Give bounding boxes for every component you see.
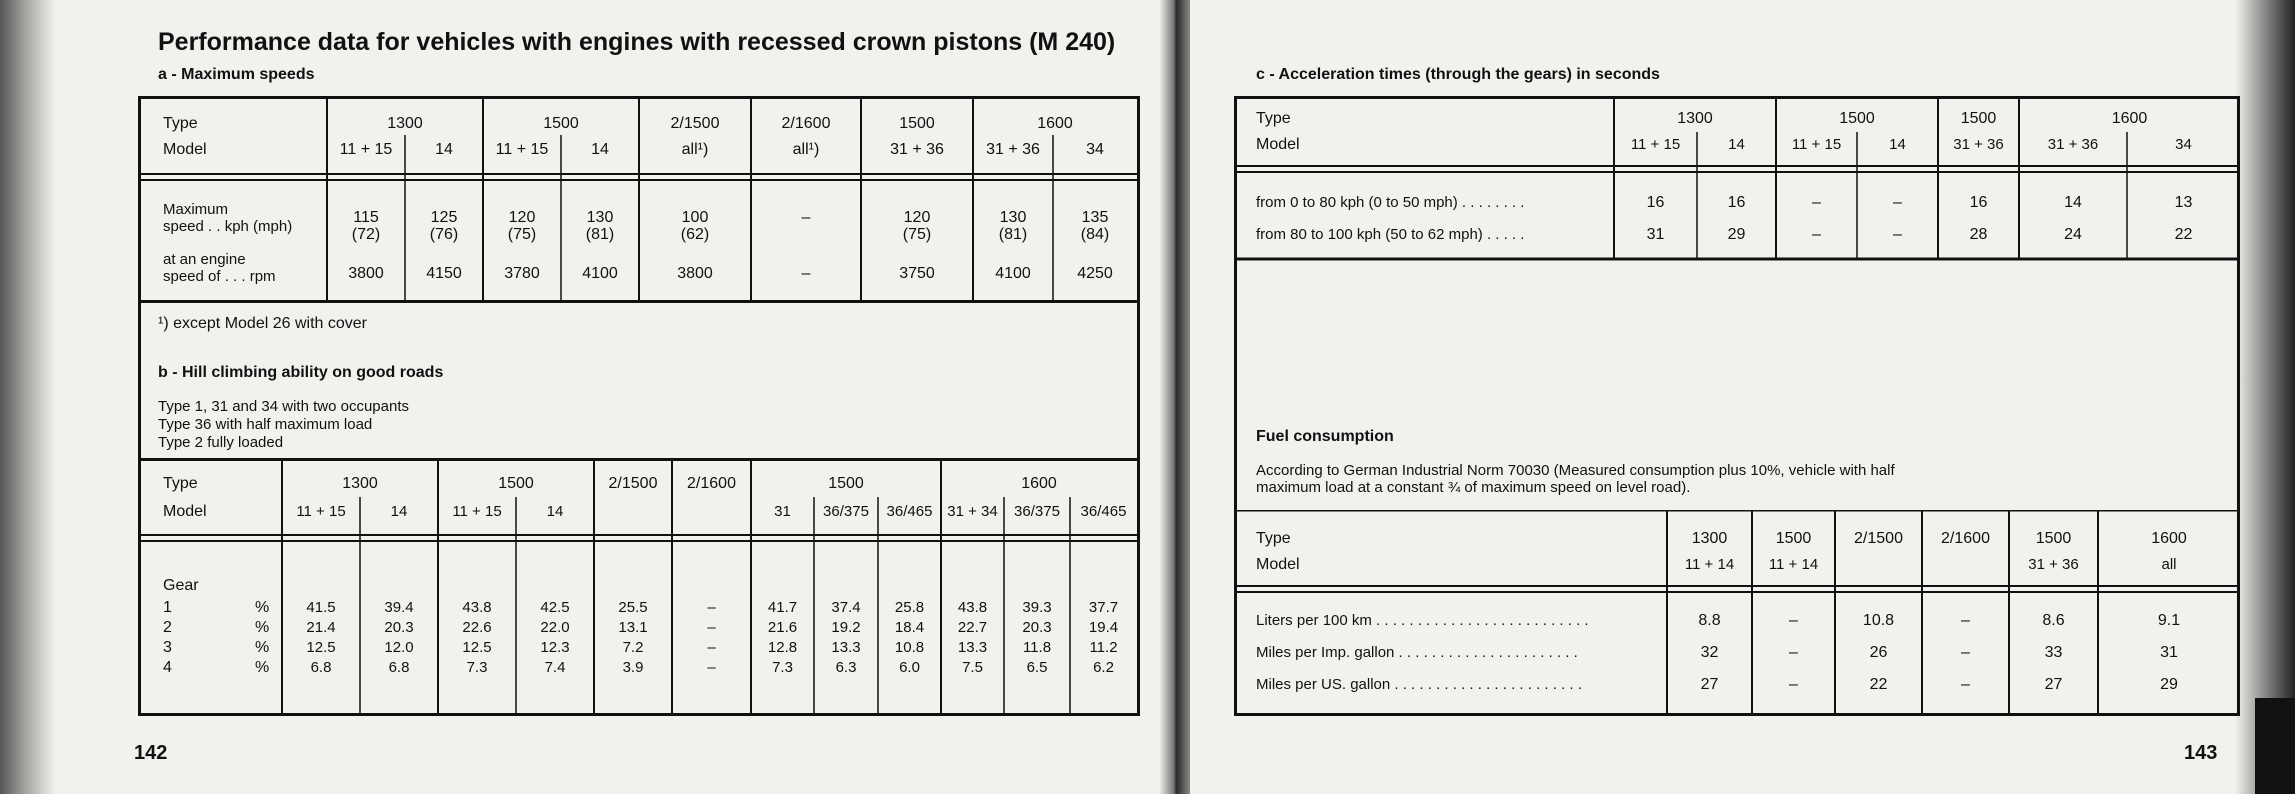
section-b-heading: b - Hill climbing ability on good roads xyxy=(158,364,444,381)
gradient-cell: 7.2 xyxy=(622,639,644,656)
fuel-heading: Fuel consumption xyxy=(1256,428,1394,445)
kph-cell: 130 xyxy=(999,209,1027,226)
gear-number: 3 xyxy=(163,639,172,656)
model-label: Model xyxy=(1256,556,1300,573)
gradient-cell: – xyxy=(707,639,716,656)
accel-cell: 13 xyxy=(2174,194,2193,211)
accel-cell: 24 xyxy=(2064,226,2082,243)
gear-number: 1 xyxy=(163,599,172,616)
fuel-cell: 8.6 xyxy=(2042,612,2065,629)
model-label: Model xyxy=(163,141,207,158)
model: 31 + 36 xyxy=(1953,136,2004,153)
accel-row-label: from 0 to 80 kph (0 to 50 mph) . . . . . . . . xyxy=(1256,194,1525,211)
model: 31 + 34 xyxy=(947,503,998,520)
mph-cell: (75) xyxy=(507,226,537,243)
accel-cell: 16 xyxy=(1727,194,1746,211)
fuel-cell: 33 xyxy=(2044,644,2063,661)
gradient-cell: 7.3 xyxy=(772,659,793,676)
model: 14 xyxy=(546,503,564,520)
gradient-cell: 13.3 xyxy=(957,639,988,656)
gear-number: 4 xyxy=(163,659,172,676)
section-c-heading: c - Acceleration times (through the gears) in seconds xyxy=(1256,66,1660,83)
accel-cell: – xyxy=(1893,194,1902,211)
fuel-model: 11 + 14 xyxy=(1768,556,1819,573)
hill-note-1: Type 1, 31 and 34 with two occupants xyxy=(158,398,409,415)
fuel-note-1: According to German Industrial Norm 70030 (Measured consumption plus 10%, vehicle with half xyxy=(1256,462,1895,479)
gradient-cell: 12.5 xyxy=(462,639,492,656)
accel-cell: 28 xyxy=(1969,226,1988,243)
fuel-type: 1300 xyxy=(1691,530,1728,547)
rpm-cell: 3800 xyxy=(348,265,384,282)
gradient-cell: 6.8 xyxy=(310,659,332,676)
mph-cell: (84) xyxy=(1080,226,1110,243)
model: 14 xyxy=(435,141,453,158)
kph-cell: – xyxy=(801,209,811,226)
type-label: Type xyxy=(163,115,198,132)
gradient-cell: 12.5 xyxy=(306,639,336,656)
gradient-cell: 3.9 xyxy=(622,659,644,676)
model: 14 xyxy=(1889,136,1906,153)
type-1600: 1600 xyxy=(1037,115,1073,132)
page-number: 143 xyxy=(2184,742,2218,764)
gradient-cell: 6.8 xyxy=(388,659,410,676)
gradient-cell: 25.8 xyxy=(894,599,925,616)
gradient-cell: 10.8 xyxy=(894,639,925,656)
section-a-heading: a - Maximum speeds xyxy=(158,66,315,83)
gradient-cell: 41.5 xyxy=(306,599,336,616)
fuel-type: 2/1500 xyxy=(1854,530,1903,547)
kph-cell: 115 xyxy=(353,209,379,226)
model: 11 + 15 xyxy=(1791,136,1842,153)
fuel-row-label: Liters per 100 km . . . . . . . . . . . . . . . . . . . . . . . . . . xyxy=(1256,612,1589,629)
fuel-cell: – xyxy=(1961,612,1970,629)
model-label: Model xyxy=(163,503,207,520)
hill-note-3: Type 2 fully loaded xyxy=(158,434,284,451)
kph-cell: 125 xyxy=(430,209,458,226)
page-number: 142 xyxy=(134,742,168,764)
type-label: Type xyxy=(163,475,198,492)
page-edge-shadow xyxy=(2235,0,2295,794)
mph-cell: (81) xyxy=(998,226,1028,243)
gradient-cell: 12.0 xyxy=(384,639,414,656)
gradient-cell: 22.6 xyxy=(462,619,492,636)
accel-cell: 16 xyxy=(1646,194,1665,211)
type-1300: 1300 xyxy=(1677,110,1713,127)
type-1500: 1500 xyxy=(498,475,534,492)
gradient-cell: – xyxy=(707,599,716,616)
fuel-cell: 31 xyxy=(2160,644,2178,661)
model: 31 + 36 xyxy=(890,141,944,158)
fuel-type: 2/1600 xyxy=(1941,530,1990,547)
fuel-cell: 22 xyxy=(1869,676,1888,693)
right-page xyxy=(1190,0,2295,794)
model: 14 xyxy=(1728,136,1745,153)
accel-cell: 16 xyxy=(1969,194,1988,211)
type-1500b: 1500 xyxy=(828,475,864,492)
rpm-label-2: speed of . . . rpm xyxy=(163,268,276,285)
gradient-cell: 21.6 xyxy=(767,619,798,636)
type-label: Type xyxy=(1256,110,1291,127)
fuel-cell: 9.1 xyxy=(2157,612,2181,629)
gradient-cell: 37.7 xyxy=(1088,599,1119,616)
fuel-model: 11 + 14 xyxy=(1684,556,1735,573)
rpm-cell: 4250 xyxy=(1077,265,1113,282)
gradient-cell: 7.3 xyxy=(466,659,488,676)
type-2-1500: 2/1500 xyxy=(670,115,720,132)
fuel-model: all xyxy=(2161,556,2177,573)
model: 14 xyxy=(390,503,408,520)
accel-row-label: from 80 to 100 kph (50 to 62 mph) . . . . . xyxy=(1256,226,1525,243)
type-label: Type xyxy=(1256,530,1291,547)
footnote: ¹) except Model 26 with cover xyxy=(158,315,367,332)
kph-cell: 100 xyxy=(681,209,709,226)
gradient-cell: 6.0 xyxy=(899,659,920,676)
rpm-cell: 4100 xyxy=(582,265,618,282)
fuel-cell: 10.8 xyxy=(1862,612,1895,629)
model: all¹) xyxy=(792,141,820,158)
model: 36/375 xyxy=(1014,503,1060,520)
gradient-cell: 39.4 xyxy=(384,599,414,616)
accel-cell: – xyxy=(1812,194,1821,211)
speed-label-1: Maximum xyxy=(163,201,229,218)
gear-number: 2 xyxy=(163,619,172,636)
model: 11 + 15 xyxy=(296,503,346,520)
fuel-type: 1500 xyxy=(2035,530,2072,547)
type-2-1600: 2/1600 xyxy=(781,115,831,132)
gradient-cell: 37.4 xyxy=(831,599,861,616)
gradient-cell: 21.4 xyxy=(306,619,336,636)
fuel-row-label: Miles per Imp. gallon . . . . . . . . . . . . . . . . . . . . . . xyxy=(1256,644,1578,661)
fuel-table xyxy=(1234,510,2240,716)
model: 11 + 15 xyxy=(452,503,502,520)
kph-cell: 135 xyxy=(1081,209,1109,226)
gradient-cell: 19.4 xyxy=(1088,619,1119,636)
fuel-cell: – xyxy=(1961,676,1970,693)
gradient-cell: 19.2 xyxy=(831,619,861,636)
fuel-type: 1500 xyxy=(1775,530,1812,547)
percent-sign: % xyxy=(255,619,270,636)
gradient-cell: 6.5 xyxy=(1026,659,1048,676)
gradient-cell: 12.8 xyxy=(767,639,798,656)
gradient-cell: 41.7 xyxy=(767,599,798,616)
type-1500: 1500 xyxy=(543,115,579,132)
model: 31 + 36 xyxy=(2047,136,2099,153)
gradient-cell: 7.4 xyxy=(544,659,566,676)
rpm-cell: 4100 xyxy=(995,265,1031,282)
fuel-cell: – xyxy=(1789,676,1798,693)
kph-cell: 130 xyxy=(586,209,614,226)
rpm-cell: 4150 xyxy=(426,265,462,282)
type-1600: 1600 xyxy=(1021,475,1057,492)
speed-label-2: speed . . kph (mph) xyxy=(163,218,293,235)
hill-note-2: Type 36 with half maximum load xyxy=(158,416,373,433)
fuel-cell: 29 xyxy=(2160,676,2178,693)
fuel-cell: 27 xyxy=(1700,676,1719,693)
rpm-cell: 3800 xyxy=(677,265,713,282)
gradient-cell: 7.5 xyxy=(962,659,983,676)
model: 14 xyxy=(591,141,609,158)
mph-cell: (62) xyxy=(680,226,710,243)
fuel-cell: 8.8 xyxy=(1698,612,1721,629)
thumb-index-tab xyxy=(2255,698,2295,794)
model: 11 + 15 xyxy=(339,141,393,158)
fuel-type: 1600 xyxy=(2151,530,2187,547)
model: 31 + 36 xyxy=(986,141,1040,158)
accel-cell: 14 xyxy=(2064,194,2082,211)
model: 34 xyxy=(1086,141,1104,158)
gear-label: Gear xyxy=(163,577,199,594)
gradient-cell: 43.8 xyxy=(957,599,988,616)
model: 31 xyxy=(774,503,791,520)
model: 11 + 15 xyxy=(1630,136,1681,153)
gradient-cell: – xyxy=(707,659,716,676)
model: 11 + 15 xyxy=(495,141,549,158)
fuel-cell: 27 xyxy=(2044,676,2063,693)
model-label: Model xyxy=(1256,136,1300,153)
gradient-cell: 20.3 xyxy=(384,619,414,636)
accel-cell: 29 xyxy=(1727,226,1746,243)
max-speed-table xyxy=(138,96,1140,303)
type-1300: 1300 xyxy=(387,115,423,132)
gradient-cell: 18.4 xyxy=(894,619,925,636)
gradient-cell: 6.2 xyxy=(1093,659,1114,676)
rpm-cell: 3750 xyxy=(899,265,935,282)
model: all¹) xyxy=(681,141,709,158)
acceleration-table xyxy=(1234,96,2240,261)
gradient-cell: – xyxy=(707,619,716,636)
model: 34 xyxy=(2175,136,2192,153)
fuel-note-2: maximum load at a constant ¾ of maximum speed on level road). xyxy=(1256,479,1691,496)
type-2-1600: 2/1600 xyxy=(687,475,736,492)
percent-sign: % xyxy=(255,659,270,676)
rpm-cell: 3780 xyxy=(504,265,540,282)
type-1500b: 1500 xyxy=(899,115,935,132)
type-2-1500: 2/1500 xyxy=(608,475,658,492)
model: 36/465 xyxy=(886,503,933,520)
book-gutter xyxy=(1160,0,1190,794)
fuel-cell: – xyxy=(1961,644,1970,661)
rpm-cell: – xyxy=(801,265,811,282)
percent-sign: % xyxy=(255,639,270,656)
gradient-cell: 39.3 xyxy=(1022,599,1052,616)
kph-cell: 120 xyxy=(508,209,536,226)
mph-cell: (81) xyxy=(585,226,615,243)
gradient-cell: 25.5 xyxy=(618,599,648,616)
gradient-cell: 11.2 xyxy=(1089,639,1118,656)
hill-climb-table xyxy=(138,458,1140,716)
type-1600: 1600 xyxy=(2111,110,2148,127)
fuel-cell: – xyxy=(1789,644,1798,661)
percent-sign: % xyxy=(255,599,270,616)
type-1500b: 1500 xyxy=(1960,110,1997,127)
mph-cell: (72) xyxy=(351,226,381,243)
accel-cell: 22 xyxy=(2174,226,2193,243)
page-title: Performance data for vehicles with engines with recessed crown pistons (M 240) xyxy=(158,28,1116,56)
model: 36/465 xyxy=(1080,503,1127,520)
accel-cell: – xyxy=(1893,226,1902,243)
gradient-cell: 42.5 xyxy=(540,599,570,616)
type-1500: 1500 xyxy=(1839,110,1875,127)
fuel-cell: 26 xyxy=(1869,644,1888,661)
accel-cell: 31 xyxy=(1646,226,1665,243)
gradient-cell: 22.0 xyxy=(540,619,570,636)
kph-cell: 120 xyxy=(903,209,931,226)
fuel-row-label: Miles per US. gallon . . . . . . . . . . . . . . . . . . . . . . . xyxy=(1256,676,1582,693)
gradient-cell: 20.3 xyxy=(1022,619,1052,636)
accel-cell: – xyxy=(1812,226,1821,243)
gradient-cell: 11.8 xyxy=(1022,639,1052,656)
mph-cell: (76) xyxy=(429,226,459,243)
gradient-cell: 6.3 xyxy=(835,659,857,676)
gradient-cell: 22.7 xyxy=(957,619,988,636)
gradient-cell: 13.3 xyxy=(831,639,861,656)
fuel-cell: – xyxy=(1789,612,1798,629)
fuel-model: 31 + 36 xyxy=(2028,556,2079,573)
model: 36/375 xyxy=(823,503,869,520)
fuel-cell: 32 xyxy=(1700,644,1719,661)
gradient-cell: 12.3 xyxy=(540,639,570,656)
page-edge-shadow xyxy=(0,0,55,794)
type-1300: 1300 xyxy=(342,475,378,492)
gradient-cell: 13.1 xyxy=(618,619,648,636)
gradient-cell: 43.8 xyxy=(462,599,492,616)
rpm-label-1: at an engine xyxy=(163,251,246,268)
mph-cell: (75) xyxy=(902,226,932,243)
